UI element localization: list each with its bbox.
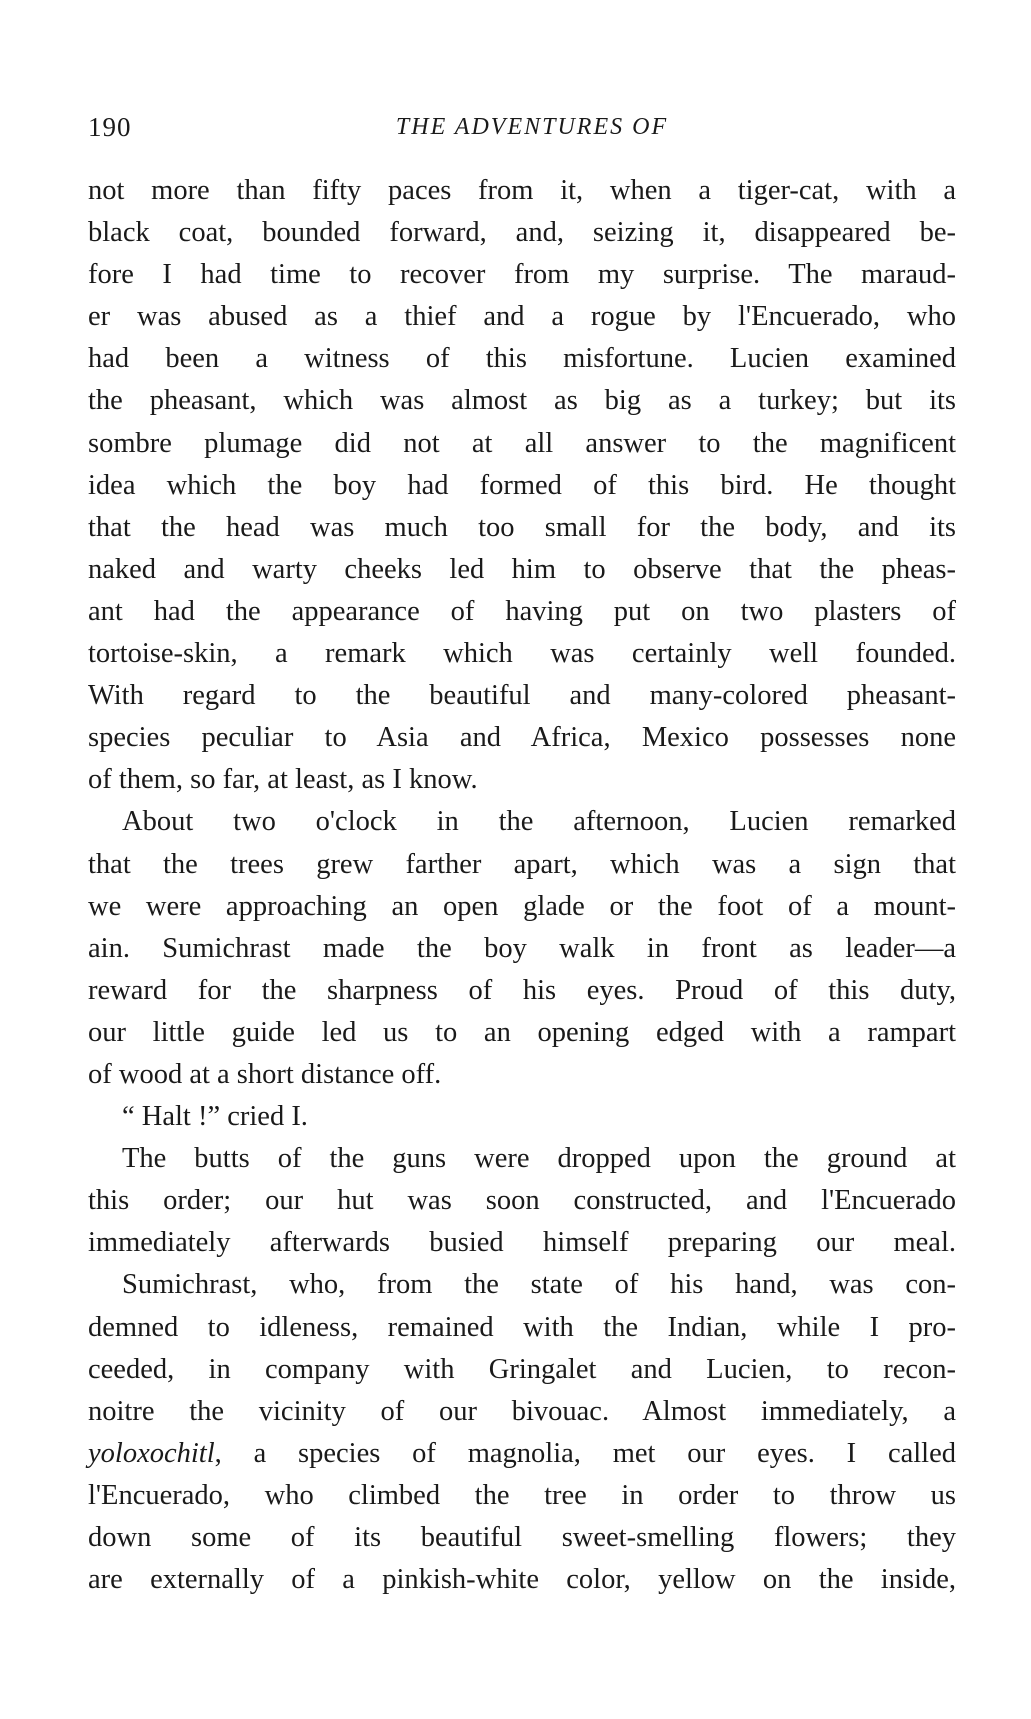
text-line: tortoise-skin, a remark which was certainly well founded. [88, 638, 956, 670]
text-line: ain. Sumichrast made the boy walk in front as leader—a [88, 932, 956, 964]
text-line: of wood at a short distance off. [88, 1058, 442, 1090]
paragraph-5 [88, 1264, 956, 1601]
text-line: With regard to the beautiful and many-colored pheasant- [88, 680, 956, 712]
paragraph-4 [88, 1138, 956, 1264]
page-number: 190 [88, 112, 132, 142]
text-line: fore I had time to recover from my surprise. The maraud- [88, 259, 956, 291]
text-line: “ Halt !” cried I. [122, 1101, 308, 1133]
text-line: the pheasant, which was almost as big as a turkey; but its [88, 385, 956, 417]
body-text [88, 170, 956, 1601]
text-line: l'Encuerado, who climbed the tree in order to throw us [88, 1479, 956, 1511]
text-line: reward for the sharpness of his eyes. Proud of this duty, [88, 974, 956, 1006]
text-line: About two o'clock in the afternoon, Lucien remarked [122, 806, 956, 838]
text-line: that the head was much too small for the body, and its [88, 511, 956, 543]
text-line: idea which the boy had formed of this bird. He thought [88, 469, 956, 501]
running-head [88, 112, 956, 148]
text-line: not more than fifty paces from it, when a tiger-cat, with a [88, 175, 956, 206]
italic-term: yoloxochitl [88, 1437, 215, 1469]
paragraph-1 [88, 170, 956, 801]
text-line: Sumichrast, who, from the state of his hand, was con- [122, 1269, 956, 1301]
text-line: naked and warty cheeks led him to observe that the pheas- [88, 553, 956, 585]
text-line-with-italic [88, 1433, 956, 1475]
text-line: ant had the appearance of having put on two plasters of [88, 595, 956, 627]
text-line: are externally of a pinkish-white color, yellow on the inside, [88, 1564, 956, 1596]
line-rest: , a species of magnolia, met our eyes. I called [214, 1437, 956, 1469]
text-line: species peculiar to Asia and Africa, Mexico possesses none [88, 722, 956, 754]
text-line: we were approaching an open glade or the foot of a mount- [88, 890, 956, 922]
text-line: demned to idleness, remained with the Indian, while I pro- [88, 1311, 956, 1343]
text-line: er was abused as a thief and a rogue by l'Encuerado, who [88, 301, 956, 333]
text-line: of them, so far, at least, as I know. [88, 764, 478, 796]
text-line: The butts of the guns were dropped upon the ground at [122, 1143, 956, 1175]
text-line: this order; our hut was soon constructed, and l'Encuerado [88, 1185, 956, 1217]
text-line: immediately afterwards busied himself preparing our meal. [88, 1227, 956, 1259]
text-line: had been a witness of this misfortune. Lucien examined [88, 343, 956, 375]
paragraph-3 [88, 1096, 956, 1138]
text-line: our little guide led us to an opening edged with a rampart [88, 1016, 956, 1048]
text-line: down some of its beautiful sweet-smelling flowers; they [88, 1522, 956, 1553]
text-line: black coat, bounded forward, and, seizing it, disappeared be- [88, 217, 956, 249]
text-line: that the trees grew farther apart, which was a sign that [88, 848, 956, 880]
text-line: ceeded, in company with Gringalet and Lucien, to recon- [88, 1353, 956, 1385]
text-line: noitre the vicinity of our bivouac. Almost immediately, a [88, 1395, 956, 1427]
paragraph-2 [88, 801, 956, 1096]
running-title: THE ADVENTURES OF [395, 114, 669, 140]
text-line: sombre plumage did not at all answer to the magnificent [88, 427, 956, 459]
